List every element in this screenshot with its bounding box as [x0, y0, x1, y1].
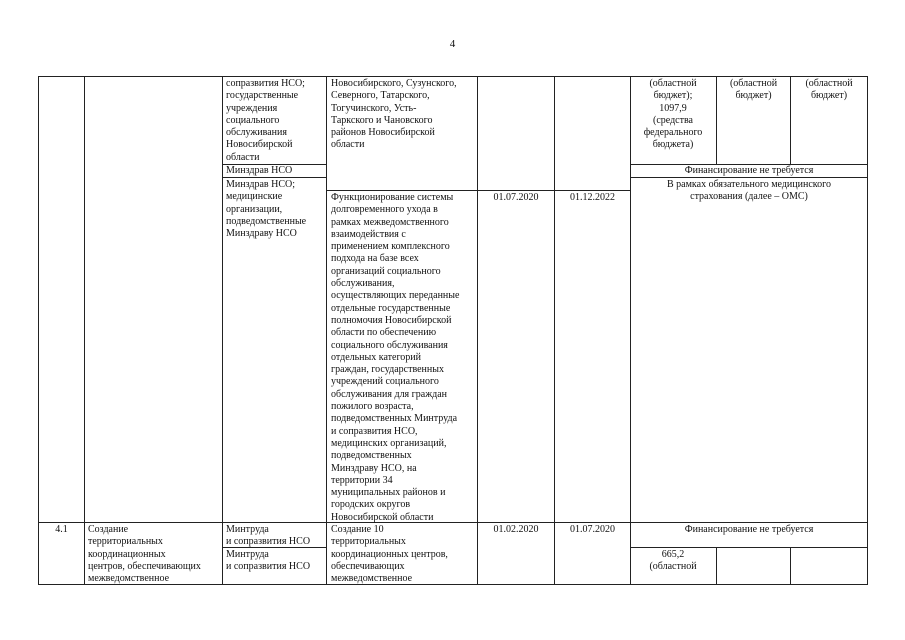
col-line-2: [222, 76, 223, 585]
executor-minzdrav: Минздрав НСО: [226, 165, 293, 176]
col-line-5a: [554, 76, 555, 190]
event-description: Создание 10 территориальных координационных центров, обеспечивающих межведомственное: [331, 524, 448, 585]
col-line-6: [630, 76, 631, 585]
financing-col2-cell: (областной бюджет): [729, 78, 778, 102]
executor-care: Минздрав НСО; медицинские организации, подведомственные Минздраву НСО: [226, 179, 307, 240]
date-start-41: 01.02.2020: [493, 524, 539, 535]
col-line-8b: [790, 547, 791, 585]
col-line-9: [867, 76, 868, 585]
financing-not-required: Финансирование не требуется: [684, 165, 814, 176]
executor-41-b: Минтруда и сопразвития НСО: [226, 549, 311, 573]
col-line-3: [326, 76, 327, 585]
date-end-41: 01.07.2020: [570, 524, 615, 535]
col-line-1: [84, 76, 85, 585]
territory-cell: Новосибирского, Сузунского, Северного, Татарского, Тогучинского, Усть- Таркского и Чановского районов Новосибирской области: [331, 78, 457, 151]
care-date-end: 01.12.2022: [570, 192, 615, 203]
executor-41-a: Минтруда и сопразвития НСО: [226, 524, 311, 548]
care-financing: В рамках обязательного медицинского страхования (далее – ОМС): [667, 179, 831, 203]
financing-41: Финансирование не требуется: [684, 524, 814, 535]
care-date-start: 01.07.2020: [493, 192, 539, 203]
page-number: 4: [449, 38, 456, 50]
executor-cell-top: сопразвития НСО; государственные учреждения социального обслуживания Новосибирской области: [226, 78, 305, 163]
row-line-top: [38, 76, 868, 77]
event-name: Создание территориальных координационных центров, обеспечивающих межведомственное: [88, 524, 201, 585]
col-line-0: [38, 76, 39, 585]
care-description: Функционирование системы долговременного ухода в рамках межведомственного взаимодействия с применением комплексного подхода на базе всех организаций социального обслуживания, осуществляющих переданные отдельные государственные полномочия Новосибирской области по обеспечению социального обслуживания отдельных категорий граждан, государственных учреждений социального обслуживания для граждан пожилого возраста, подведомственных Минтруда и сопразвития НСО, медицинских организаций, подведомственных Минздраву НСО, на территории 34 муниципальных районов и городских округов Новосибирской области: [331, 192, 460, 523]
financing-41-col1: 665,2 (областной: [649, 549, 697, 573]
row-number: 4.1: [55, 524, 68, 535]
financing-col1-cell: (областной бюджет); 1097,9 (средства федерального бюджета): [643, 78, 703, 151]
row-line-care-top: [326, 190, 630, 191]
col-line-7b: [716, 547, 717, 585]
row-line-41-mid-fin: [630, 547, 868, 548]
col-line-4a: [477, 76, 478, 190]
financing-col3-cell: (областной бюджет): [805, 78, 853, 102]
